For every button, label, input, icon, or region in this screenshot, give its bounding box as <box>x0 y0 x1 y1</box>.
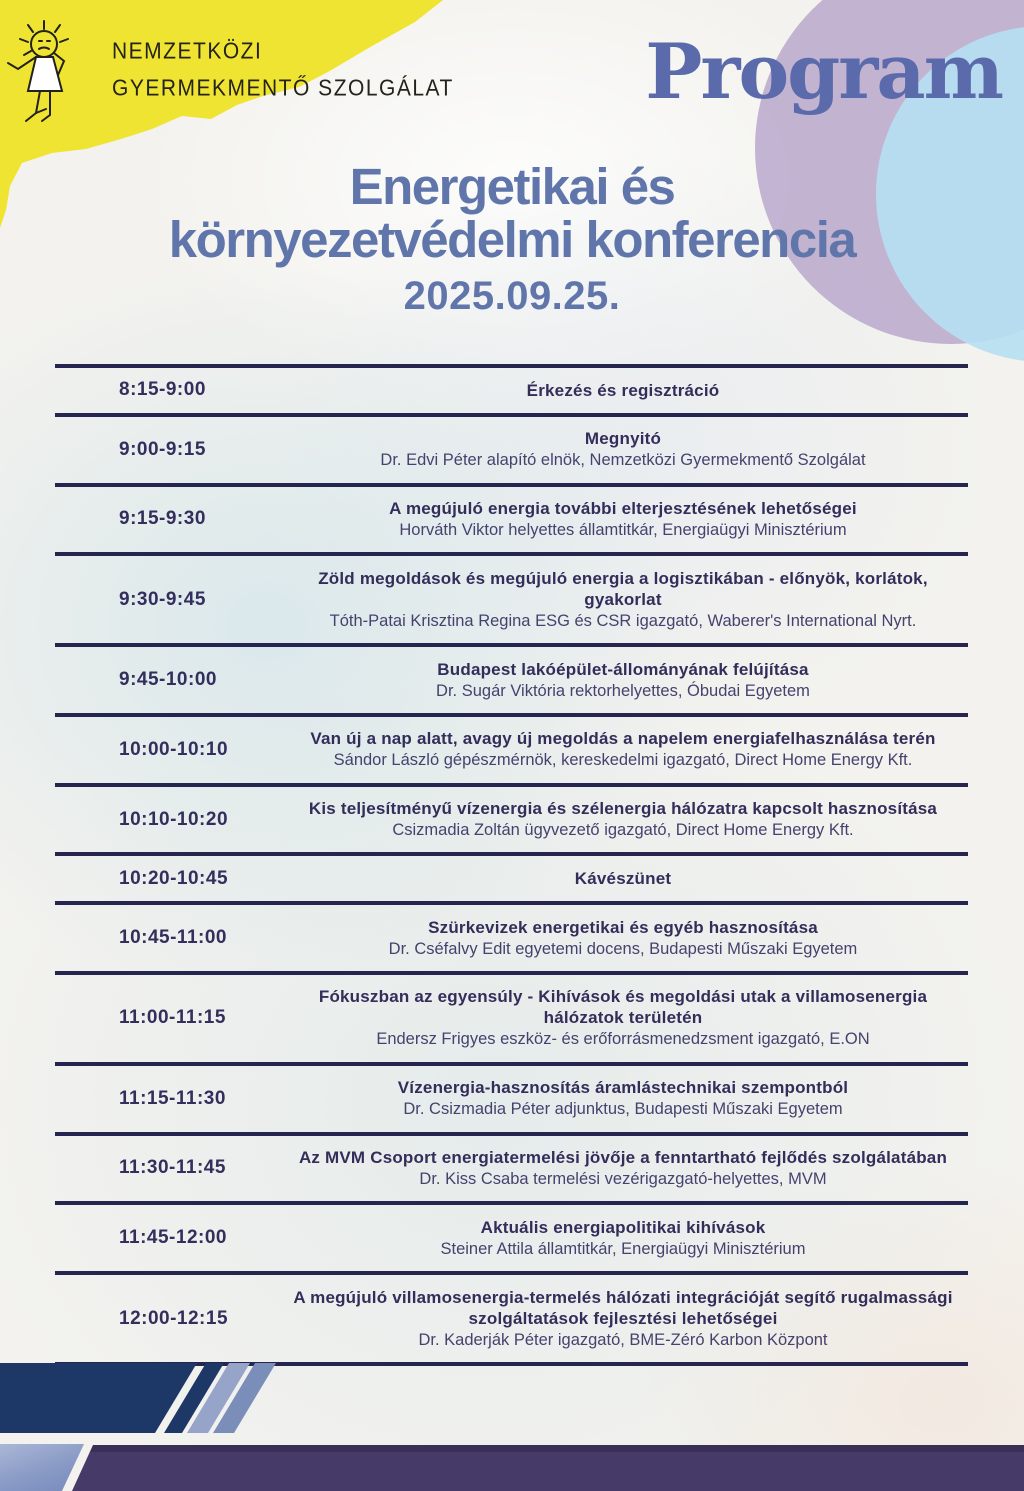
session-title: Van új a nap alatt, avagy új megoldás a napelem energiafelhasználása terén <box>310 729 936 749</box>
schedule-row <box>55 364 968 413</box>
session-title: A megújuló villamosenergia-termelés hálózati integrációját segítő rugalmassági szolgáltatások fejlesztési lehetőségei <box>293 1287 953 1328</box>
session-speaker: Dr. Sugár Viktória rektorhelyettes, Óbudai Egyetem <box>436 681 810 700</box>
program-heading: Program <box>645 27 1002 116</box>
session-time: 8:15-9:00 <box>119 379 206 401</box>
session-speaker: Dr. Cséfalvy Edit egyetemi docens, Budapesti Műszaki Egyetem <box>388 939 858 958</box>
session-content <box>290 1287 968 1351</box>
session-time: 9:45-10:00 <box>119 669 217 691</box>
organization-name-line2: GYERMEKMENTŐ SZOLGÁLAT <box>112 74 454 101</box>
session-time: 9:00-9:15 <box>119 438 206 460</box>
conference-title-line1: Energetikai és <box>349 158 675 215</box>
footer-purple-band <box>0 1445 1024 1491</box>
schedule-row <box>55 413 968 483</box>
session-content <box>290 986 968 1050</box>
session-time: 9:30-9:45 <box>119 588 206 610</box>
session-time: 10:00-10:10 <box>119 738 229 760</box>
session-speaker: Dr. Kiss Csaba termelési vezérigazgató-helyettes, MVM <box>419 1169 827 1188</box>
session-title: Kis teljesítményű vízenergia és szélenergia hálózatra kapcsolt hasznosítása <box>308 799 938 819</box>
session-title: Az MVM Csoport energiatermelési jövője a fenntartható fejlődés szolgálatában <box>298 1147 948 1167</box>
session-content <box>290 380 968 401</box>
session-title: Zöld megoldások és megújuló energia a logisztikában - előnyök, korlátok, gyakorlat <box>318 568 928 609</box>
session-content <box>290 798 968 841</box>
session-content <box>290 1077 968 1120</box>
schedule-row <box>55 1132 968 1202</box>
session-content <box>290 917 968 960</box>
session-title: Budapest lakóépület-állományának felújítása <box>437 659 809 679</box>
session-title: Érkezés és regisztráció <box>526 380 720 400</box>
session-speaker: Dr. Csizmadia Péter adjunktus, Budapesti Műszaki Egyetem <box>403 1100 843 1119</box>
footer-diagonal-stripes <box>0 1358 1024 1438</box>
session-time: 12:00-12:15 <box>119 1307 229 1329</box>
organization-name-line1: NEMZETKÖZI <box>112 38 263 65</box>
session-speaker: Tóth-Patai Krisztina Regina ESG és CSR igazgató, Waberer's International Nyrt. <box>329 611 917 630</box>
session-speaker: Dr. Edvi Péter alapító elnök, Nemzetközi Gyermekmentő Szolgálat <box>380 451 866 470</box>
schedule-row <box>55 713 968 783</box>
conference-date: 2025.09.25. <box>403 274 621 319</box>
session-content <box>290 868 968 889</box>
session-content <box>290 498 968 541</box>
organization-logo <box>6 16 454 128</box>
session-time: 10:10-10:20 <box>119 808 229 830</box>
session-content <box>290 1217 968 1260</box>
session-speaker: Endersz Frigyes eszköz- és erőforrásmenedzsment igazgató, E.ON <box>376 1030 870 1049</box>
session-title: Kávészünet <box>574 869 672 889</box>
session-content <box>290 428 968 471</box>
schedule-row <box>55 1062 968 1132</box>
schedule-row <box>55 483 968 553</box>
session-speaker: Horváth Viktor helyettes államtitkár, Energiaügyi Minisztérium <box>399 520 847 539</box>
session-title: Fókuszban az egyensúly - Kihívások és megoldási utak a villamosenergia hálózatok területén <box>318 987 928 1028</box>
conference-title-line2: környezetvédelmi konferencia <box>168 211 856 269</box>
session-time: 11:45-12:00 <box>119 1227 227 1249</box>
session-title: Vízenergia-hasznosítás áramlástechnikai szempontból <box>397 1078 849 1098</box>
session-time: 10:20-10:45 <box>119 867 229 889</box>
schedule-row <box>55 783 968 853</box>
organization-name <box>112 34 454 107</box>
session-title: A megújuló energia további elterjesztésének lehetőségei <box>389 498 857 518</box>
session-title: Szürkevizek energetikai és egyéb hasznosítása <box>428 917 818 937</box>
schedule-row <box>55 552 968 643</box>
schedule-row <box>55 901 968 971</box>
session-content <box>290 568 968 632</box>
session-time: 9:15-9:30 <box>119 508 206 530</box>
schedule-row <box>55 1271 968 1362</box>
session-time: 11:00-11:15 <box>119 1007 226 1029</box>
session-content <box>290 1147 968 1190</box>
session-speaker: Steiner Attila államtitkár, Energiaügyi Minisztérium <box>440 1239 806 1258</box>
session-time: 10:45-11:00 <box>119 927 227 949</box>
session-content <box>290 659 968 702</box>
session-title: Megnyitó <box>584 429 662 449</box>
schedule-row <box>55 1201 968 1271</box>
session-content <box>290 728 968 771</box>
session-time: 11:15-11:30 <box>119 1087 226 1109</box>
schedule-row <box>55 971 968 1062</box>
child-stick-figure-icon <box>6 16 106 128</box>
schedule-row <box>55 852 968 901</box>
session-speaker: Dr. Kaderják Péter igazgató, BME-Zéró Karbon Központ <box>418 1330 828 1349</box>
session-time: 11:30-11:45 <box>119 1157 226 1179</box>
session-speaker: Csizmadia Zoltán ügyvezető igazgató, Direct Home Energy Kft. <box>392 821 854 840</box>
schedule-table <box>55 364 968 1366</box>
conference-title-block <box>0 160 1024 319</box>
session-speaker: Sándor László gépészmérnök, kereskedelmi igazgató, Direct Home Energy Kft. <box>333 751 913 770</box>
session-title: Aktuális energiapolitikai kihívások <box>480 1217 766 1237</box>
schedule-row <box>55 643 968 713</box>
